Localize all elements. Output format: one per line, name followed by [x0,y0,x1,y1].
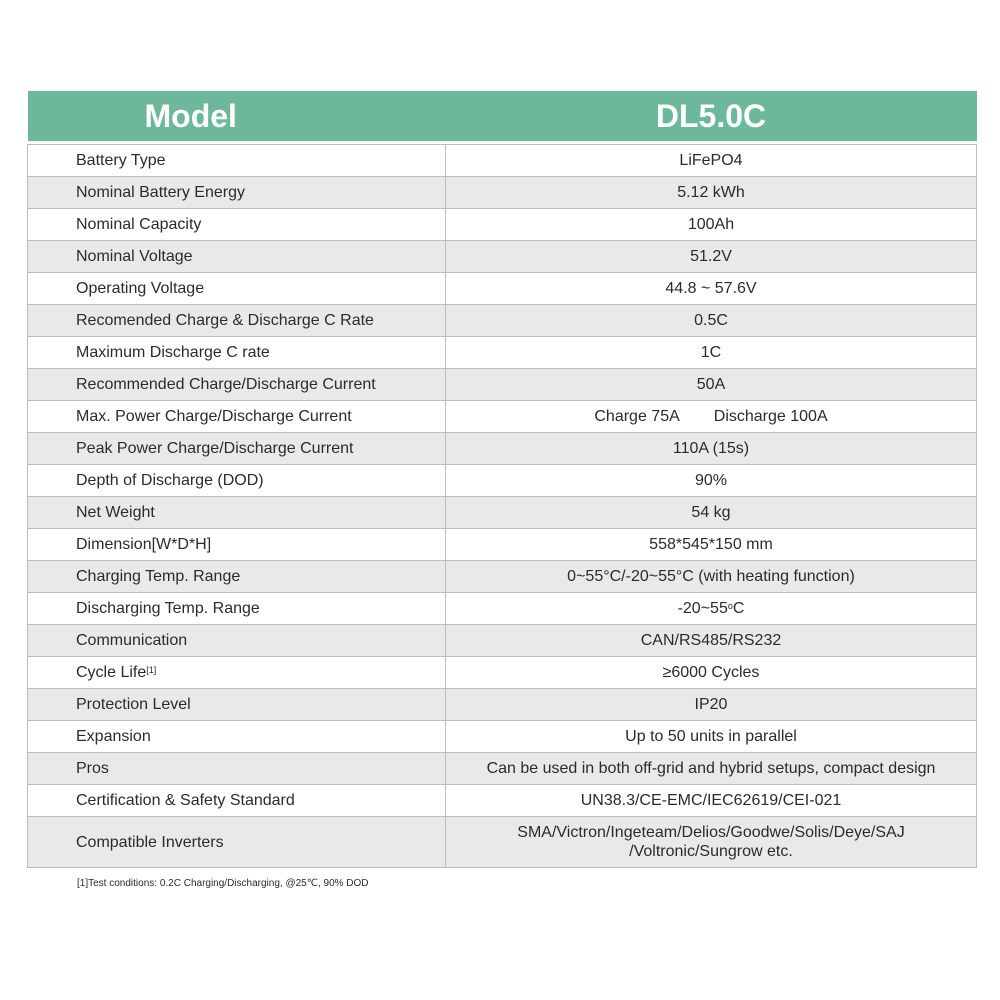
inverters-line-2: /Voltronic/Sungrow etc. [629,843,793,860]
discharge-current-value: Discharge 100A [713,408,828,425]
row-value: 50A [446,369,977,401]
degree-mark: o [727,601,733,611]
row-label: Communication [28,625,446,657]
table-row [28,209,977,241]
row-label: Dimension[W*D*H] [28,529,446,561]
table-row [28,369,977,401]
inverters-line-1: SMA/Victron/Ingeteam/Delios/Goodwe/Solis/Deye/SAJ [517,824,905,841]
row-label: Operating Voltage [28,273,446,305]
table-row [28,305,977,337]
row-value: Up to 50 units in parallel [446,721,977,753]
table-row [28,433,977,465]
table-row [28,817,977,868]
row-value [446,593,977,625]
row-label: Compatible Inverters [28,817,446,868]
row-label: Max. Power Charge/Discharge Current [28,401,446,433]
table-row [28,401,977,433]
row-label: Nominal Battery Energy [28,177,446,209]
row-label: Certification & Safety Standard [28,785,446,817]
row-value: 51.2V [446,241,977,273]
table-row [28,785,977,817]
row-label: Battery Type [28,145,446,177]
model-heading: Model [28,91,446,141]
row-label: Expansion [28,721,446,753]
table-row [28,593,977,625]
footnote-ref: [1] [146,665,157,675]
table-row [28,657,977,689]
table-row [28,241,977,273]
row-label: Nominal Voltage [28,241,446,273]
table-row [28,625,977,657]
table-row [28,721,977,753]
table-row [28,273,977,305]
spec-table [27,91,977,868]
table-row [28,337,977,369]
row-value: 110A (15s) [446,433,977,465]
table-row [28,145,977,177]
row-value: LiFePO4 [446,145,977,177]
table-row [28,177,977,209]
row-label: Peak Power Charge/Discharge Current [28,433,446,465]
row-value [446,401,977,433]
table-row [28,561,977,593]
row-label: Discharging Temp. Range [28,593,446,625]
row-value: UN38.3/CE-EMC/IEC62619/CEI-021 [446,785,977,817]
row-value: 558*545*150 mm [446,529,977,561]
row-label: Recommended Charge/Discharge Current [28,369,446,401]
row-label: Net Weight [28,497,446,529]
cycle-life-label: Cycle Life [76,664,147,681]
row-label: Protection Level [28,689,446,721]
row-label: Depth of Discharge (DOD) [28,465,446,497]
row-value: 90% [446,465,977,497]
row-label: Nominal Capacity [28,209,446,241]
temp-range-value: -20~55 [677,600,728,617]
table-row [28,753,977,785]
row-value: 44.8 ~ 57.6V [446,273,977,305]
table-row [28,689,977,721]
table-row [28,497,977,529]
row-label [28,657,446,689]
row-value: ≥6000 Cycles [446,657,977,689]
model-name: DL5.0C [446,91,977,141]
header-row [28,91,977,141]
row-value: 0.5C [446,305,977,337]
charge-current-value: Charge 75A [594,408,680,425]
row-label: Pros [28,753,446,785]
row-value: 54 kg [446,497,977,529]
row-value: 100Ah [446,209,977,241]
row-value: Can be used in both off-grid and hybrid setups, compact design [446,753,977,785]
table-row [28,529,977,561]
row-value: 1C [446,337,977,369]
temp-unit: C [732,600,745,617]
footnote: [1]Test conditions: 0.2C Charging/Discharging, @25℃, 90% DOD [77,878,369,889]
row-value [446,817,977,868]
row-value: IP20 [446,689,977,721]
row-value: 5.12 kWh [446,177,977,209]
table-row [28,465,977,497]
row-value: 0~55°C/-20~55°C (with heating function) [446,561,977,593]
row-label: Recomended Charge & Discharge C Rate [28,305,446,337]
row-label: Charging Temp. Range [28,561,446,593]
row-label: Maximum Discharge C rate [28,337,446,369]
row-value: CAN/RS485/RS232 [446,625,977,657]
